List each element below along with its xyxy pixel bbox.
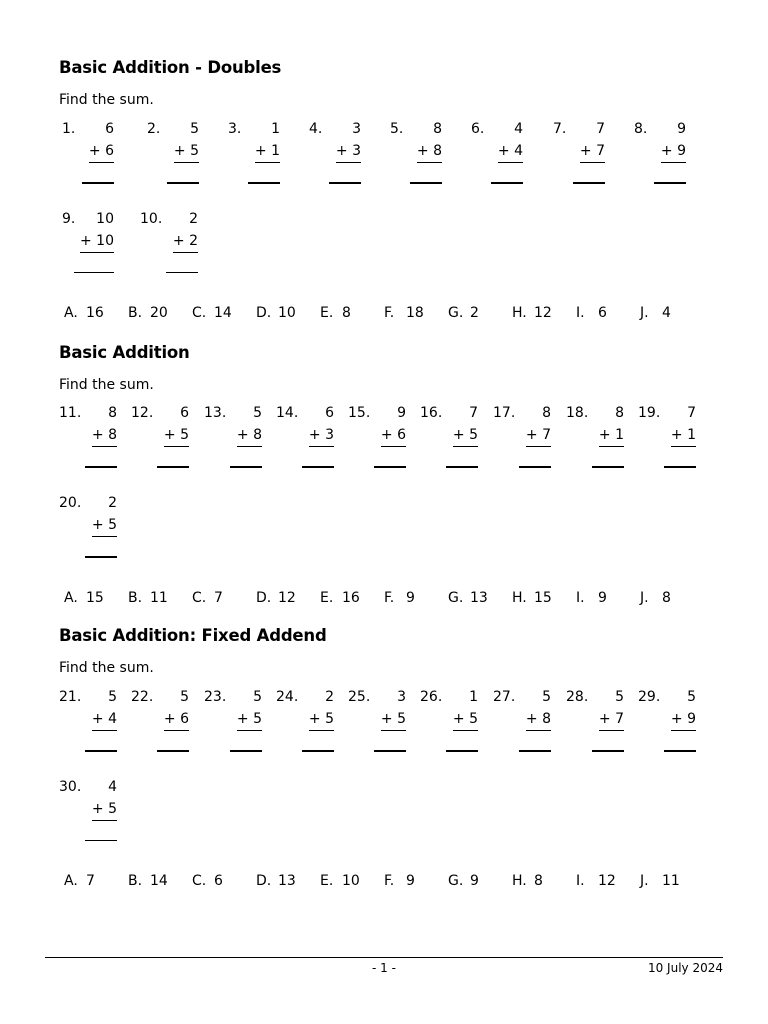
answer-value: 8 <box>534 873 543 889</box>
addition-problem <box>276 689 334 769</box>
answer-letter: F. <box>384 590 395 606</box>
answer-letter: B. <box>128 305 143 321</box>
answer-choice <box>128 873 168 889</box>
answer-letter: A. <box>64 305 78 321</box>
answer-letter: B. <box>128 590 143 606</box>
answer-line[interactable] <box>85 840 117 841</box>
addition-problem <box>420 689 478 769</box>
answer-letter: F. <box>384 873 395 889</box>
page-number: - 1 - <box>372 961 396 975</box>
problem-addend-bottom: + 1 <box>599 427 624 447</box>
addition-problem <box>493 405 551 485</box>
answer-line[interactable] <box>491 182 523 184</box>
problem-number: 16. <box>420 405 443 421</box>
problem-addend-bottom: + 5 <box>174 143 199 163</box>
problem-addend-top: 2 <box>189 211 198 227</box>
problem-number: 29. <box>638 689 661 705</box>
answer-letter: F. <box>384 305 395 321</box>
addition-problem <box>59 689 117 769</box>
answer-letter: B. <box>128 873 143 889</box>
problem-addend-bottom: + 5 <box>453 711 478 731</box>
addition-problem <box>59 779 117 859</box>
problem-number: 2. <box>147 121 161 137</box>
addition-problem <box>638 405 696 485</box>
answer-choice <box>256 305 296 321</box>
problem-addend-bottom: + 3 <box>309 427 334 447</box>
section-title: Basic Addition - Doubles <box>59 58 282 77</box>
addition-problem <box>566 405 624 485</box>
answer-value: 6 <box>598 305 607 321</box>
answer-letter: A. <box>64 590 78 606</box>
problem-addend-bottom: + 6 <box>89 143 114 163</box>
answer-choice <box>512 590 552 606</box>
footer-divider <box>45 957 723 958</box>
answer-value: 16 <box>342 590 360 606</box>
answer-value: 12 <box>278 590 296 606</box>
addition-problem <box>493 689 551 769</box>
answer-choice <box>640 873 680 889</box>
answer-choice <box>64 305 104 321</box>
answer-letter: A. <box>64 873 78 889</box>
problem-number: 25. <box>348 689 371 705</box>
addition-problem <box>348 405 406 485</box>
addition-problem <box>566 689 624 769</box>
answer-letter: D. <box>256 305 272 321</box>
answer-value: 9 <box>598 590 607 606</box>
problem-addend-top: 5 <box>615 689 624 705</box>
answer-choice <box>384 873 415 889</box>
answer-value: 4 <box>662 305 671 321</box>
problem-number: 24. <box>276 689 299 705</box>
answer-letter: D. <box>256 590 272 606</box>
answer-line[interactable] <box>592 466 624 468</box>
answer-line[interactable] <box>519 466 551 468</box>
problem-addend-bottom: + 5 <box>453 427 478 447</box>
problem-number: 27. <box>493 689 516 705</box>
problem-addend-top: 8 <box>108 405 117 421</box>
answer-line[interactable] <box>85 466 117 468</box>
problem-number: 6. <box>471 121 485 137</box>
problem-addend-bottom: + 8 <box>526 711 551 731</box>
answer-line[interactable] <box>302 466 334 468</box>
answer-line[interactable] <box>573 182 605 184</box>
problem-number: 4. <box>309 121 323 137</box>
addition-problem <box>204 689 262 769</box>
answer-line[interactable] <box>157 750 189 752</box>
answer-letter: J. <box>640 305 649 321</box>
answer-choice <box>64 590 104 606</box>
answer-value: 9 <box>406 590 415 606</box>
answer-line[interactable] <box>166 272 198 273</box>
problem-addend-bottom: + 10 <box>80 233 114 253</box>
answer-value: 15 <box>534 590 552 606</box>
answer-letter: J. <box>640 590 649 606</box>
answer-value: 6 <box>214 873 223 889</box>
answer-value: 12 <box>534 305 552 321</box>
addition-problem <box>62 211 114 291</box>
problem-addend-bottom: + 7 <box>580 143 605 163</box>
problem-addend-bottom: + 5 <box>164 427 189 447</box>
answer-choice <box>576 590 607 606</box>
problem-number: 18. <box>566 405 589 421</box>
answer-line[interactable] <box>157 466 189 468</box>
addition-problem <box>420 405 478 485</box>
answer-value: 8 <box>662 590 671 606</box>
problem-number: 11. <box>59 405 82 421</box>
answer-choice <box>640 590 671 606</box>
answer-choice <box>320 873 360 889</box>
problem-addend-top: 6 <box>180 405 189 421</box>
problem-number: 22. <box>131 689 154 705</box>
addition-problem <box>309 121 361 201</box>
answer-value: 9 <box>470 873 479 889</box>
answer-line[interactable] <box>82 182 114 184</box>
answer-value: 7 <box>86 873 95 889</box>
answer-line[interactable] <box>664 750 696 752</box>
answer-line[interactable] <box>85 750 117 752</box>
answer-value: 14 <box>214 305 232 321</box>
problem-addend-top: 5 <box>108 689 117 705</box>
answer-line[interactable] <box>592 750 624 752</box>
footer-date: 10 July 2024 <box>647 961 723 975</box>
answer-line[interactable] <box>446 466 478 468</box>
problem-number: 1. <box>62 121 76 137</box>
answer-value: 7 <box>214 590 223 606</box>
answer-letter: E. <box>320 873 334 889</box>
problem-number: 3. <box>228 121 242 137</box>
problem-addend-top: 6 <box>325 405 334 421</box>
problem-addend-top: 6 <box>105 121 114 137</box>
addition-problem <box>390 121 442 201</box>
addition-problem <box>634 121 686 201</box>
problem-addend-bottom: + 7 <box>599 711 624 731</box>
problem-number: 12. <box>131 405 154 421</box>
problem-addend-top: 1 <box>469 689 478 705</box>
answer-line[interactable] <box>248 182 280 184</box>
answer-choice <box>320 590 360 606</box>
section-instruction: Find the sum. <box>59 377 154 393</box>
problem-addend-top: 1 <box>271 121 280 137</box>
problem-addend-bottom: + 8 <box>417 143 442 163</box>
answer-line[interactable] <box>410 182 442 184</box>
answer-choice <box>256 590 296 606</box>
problem-number: 14. <box>276 405 299 421</box>
answer-choice <box>192 873 223 889</box>
problem-number: 8. <box>634 121 648 137</box>
answer-value: 12 <box>598 873 616 889</box>
answer-value: 18 <box>406 305 424 321</box>
answer-letter: H. <box>512 305 527 321</box>
problem-number: 15. <box>348 405 371 421</box>
problem-addend-bottom: + 8 <box>237 427 262 447</box>
answer-letter: C. <box>192 590 207 606</box>
problem-addend-top: 5 <box>253 689 262 705</box>
addition-problem <box>147 121 199 201</box>
addition-problem <box>131 405 189 485</box>
answer-value: 2 <box>470 305 479 321</box>
problem-number: 26. <box>420 689 443 705</box>
problem-addend-bottom: + 5 <box>92 517 117 537</box>
answer-choice <box>64 873 95 889</box>
problem-number: 20. <box>59 495 82 511</box>
answer-letter: C. <box>192 873 207 889</box>
answer-value: 16 <box>86 305 104 321</box>
addition-problem <box>131 689 189 769</box>
problem-number: 19. <box>638 405 661 421</box>
answer-letter: E. <box>320 590 334 606</box>
problem-addend-top: 4 <box>514 121 523 137</box>
answer-choice <box>640 305 671 321</box>
problem-addend-top: 2 <box>108 495 117 511</box>
answer-choice <box>448 305 479 321</box>
addition-problem <box>140 211 198 291</box>
addition-problem <box>276 405 334 485</box>
addition-problem <box>204 405 262 485</box>
addition-problem <box>62 121 114 201</box>
answer-line[interactable] <box>74 272 114 273</box>
problem-addend-top: 5 <box>180 689 189 705</box>
addition-problem <box>471 121 523 201</box>
answer-line[interactable] <box>230 466 262 468</box>
problem-addend-top: 5 <box>253 405 262 421</box>
answer-value: 9 <box>406 873 415 889</box>
problem-addend-top: 7 <box>596 121 605 137</box>
problem-addend-top: 9 <box>397 405 406 421</box>
answer-letter: H. <box>512 590 527 606</box>
answer-line[interactable] <box>664 466 696 468</box>
problem-addend-top: 8 <box>615 405 624 421</box>
answer-line[interactable] <box>329 182 361 184</box>
problem-addend-bottom: + 7 <box>526 427 551 447</box>
answer-letter: H. <box>512 873 527 889</box>
answer-line[interactable] <box>519 750 551 752</box>
problem-number: 23. <box>204 689 227 705</box>
problem-addend-bottom: + 4 <box>92 711 117 731</box>
addition-problem <box>59 405 117 485</box>
problem-addend-bottom: + 2 <box>173 233 198 253</box>
problem-addend-top: 7 <box>687 405 696 421</box>
problem-number: 5. <box>390 121 404 137</box>
answer-value: 14 <box>150 873 168 889</box>
addition-problem <box>638 689 696 769</box>
problem-number: 7. <box>553 121 567 137</box>
answer-letter: C. <box>192 305 207 321</box>
problem-addend-bottom: + 9 <box>661 143 686 163</box>
problem-addend-top: 9 <box>677 121 686 137</box>
answer-choice <box>512 873 543 889</box>
problem-addend-bottom: + 4 <box>498 143 523 163</box>
answer-letter: J. <box>640 873 649 889</box>
problem-addend-top: 10 <box>96 211 114 227</box>
problem-addend-bottom: + 3 <box>336 143 361 163</box>
section-instruction: Find the sum. <box>59 660 154 676</box>
answer-value: 10 <box>342 873 360 889</box>
answer-choice <box>448 590 488 606</box>
answer-line[interactable] <box>230 750 262 752</box>
answer-choice <box>192 590 223 606</box>
problem-addend-bottom: + 6 <box>164 711 189 731</box>
answer-letter: E. <box>320 305 334 321</box>
answer-line[interactable] <box>302 750 334 752</box>
answer-choice <box>128 590 168 606</box>
problem-number: 9. <box>62 211 76 227</box>
answer-choice <box>576 305 607 321</box>
answer-letter: G. <box>448 873 464 889</box>
problem-addend-bottom: + 5 <box>309 711 334 731</box>
answer-line[interactable] <box>85 556 117 558</box>
addition-problem <box>348 689 406 769</box>
answer-choice <box>512 305 552 321</box>
problem-number: 30. <box>59 779 82 795</box>
answer-choice <box>256 873 296 889</box>
answer-value: 13 <box>470 590 488 606</box>
problem-addend-bottom: + 8 <box>92 427 117 447</box>
addition-problem <box>553 121 605 201</box>
problem-addend-top: 5 <box>542 689 551 705</box>
section-title: Basic Addition: Fixed Addend <box>59 626 327 645</box>
problem-addend-bottom: + 5 <box>237 711 262 731</box>
problem-addend-top: 7 <box>469 405 478 421</box>
answer-value: 8 <box>342 305 351 321</box>
problem-addend-bottom: + 5 <box>381 711 406 731</box>
problem-number: 21. <box>59 689 82 705</box>
answer-letter: I. <box>576 873 585 889</box>
problem-addend-top: 5 <box>190 121 199 137</box>
problem-number: 10. <box>140 211 163 227</box>
section-instruction: Find the sum. <box>59 92 154 108</box>
answer-choice <box>192 305 232 321</box>
addition-problem <box>228 121 280 201</box>
problem-addend-top: 2 <box>325 689 334 705</box>
problem-number: 17. <box>493 405 516 421</box>
answer-choice <box>576 873 616 889</box>
answer-choice <box>448 873 479 889</box>
answer-value: 20 <box>150 305 168 321</box>
problem-addend-top: 3 <box>397 689 406 705</box>
answer-letter: G. <box>448 590 464 606</box>
answer-value: 15 <box>86 590 104 606</box>
answer-value: 13 <box>278 873 296 889</box>
answer-letter: I. <box>576 305 585 321</box>
problem-addend-bottom: + 6 <box>381 427 406 447</box>
answer-letter: G. <box>448 305 464 321</box>
answer-line[interactable] <box>374 466 406 468</box>
answer-choice <box>128 305 168 321</box>
answer-line[interactable] <box>374 750 406 752</box>
problem-addend-top: 8 <box>542 405 551 421</box>
problem-addend-bottom: + 5 <box>92 801 117 821</box>
answer-value: 11 <box>662 873 680 889</box>
answer-line[interactable] <box>446 750 478 752</box>
answer-letter: I. <box>576 590 585 606</box>
answer-letter: D. <box>256 873 272 889</box>
answer-choice <box>384 305 424 321</box>
problem-addend-top: 5 <box>687 689 696 705</box>
answer-choice <box>384 590 415 606</box>
answer-value: 11 <box>150 590 168 606</box>
addition-problem <box>59 495 117 575</box>
answer-choice <box>320 305 351 321</box>
problem-number: 28. <box>566 689 589 705</box>
problem-addend-top: 8 <box>433 121 442 137</box>
section-title: Basic Addition <box>59 343 190 362</box>
problem-addend-bottom: + 9 <box>671 711 696 731</box>
answer-line[interactable] <box>654 182 686 184</box>
problem-number: 13. <box>204 405 227 421</box>
problem-addend-bottom: + 1 <box>255 143 280 163</box>
answer-line[interactable] <box>167 182 199 184</box>
problem-addend-bottom: + 1 <box>671 427 696 447</box>
problem-addend-top: 3 <box>352 121 361 137</box>
answer-value: 10 <box>278 305 296 321</box>
problem-addend-top: 4 <box>108 779 117 795</box>
